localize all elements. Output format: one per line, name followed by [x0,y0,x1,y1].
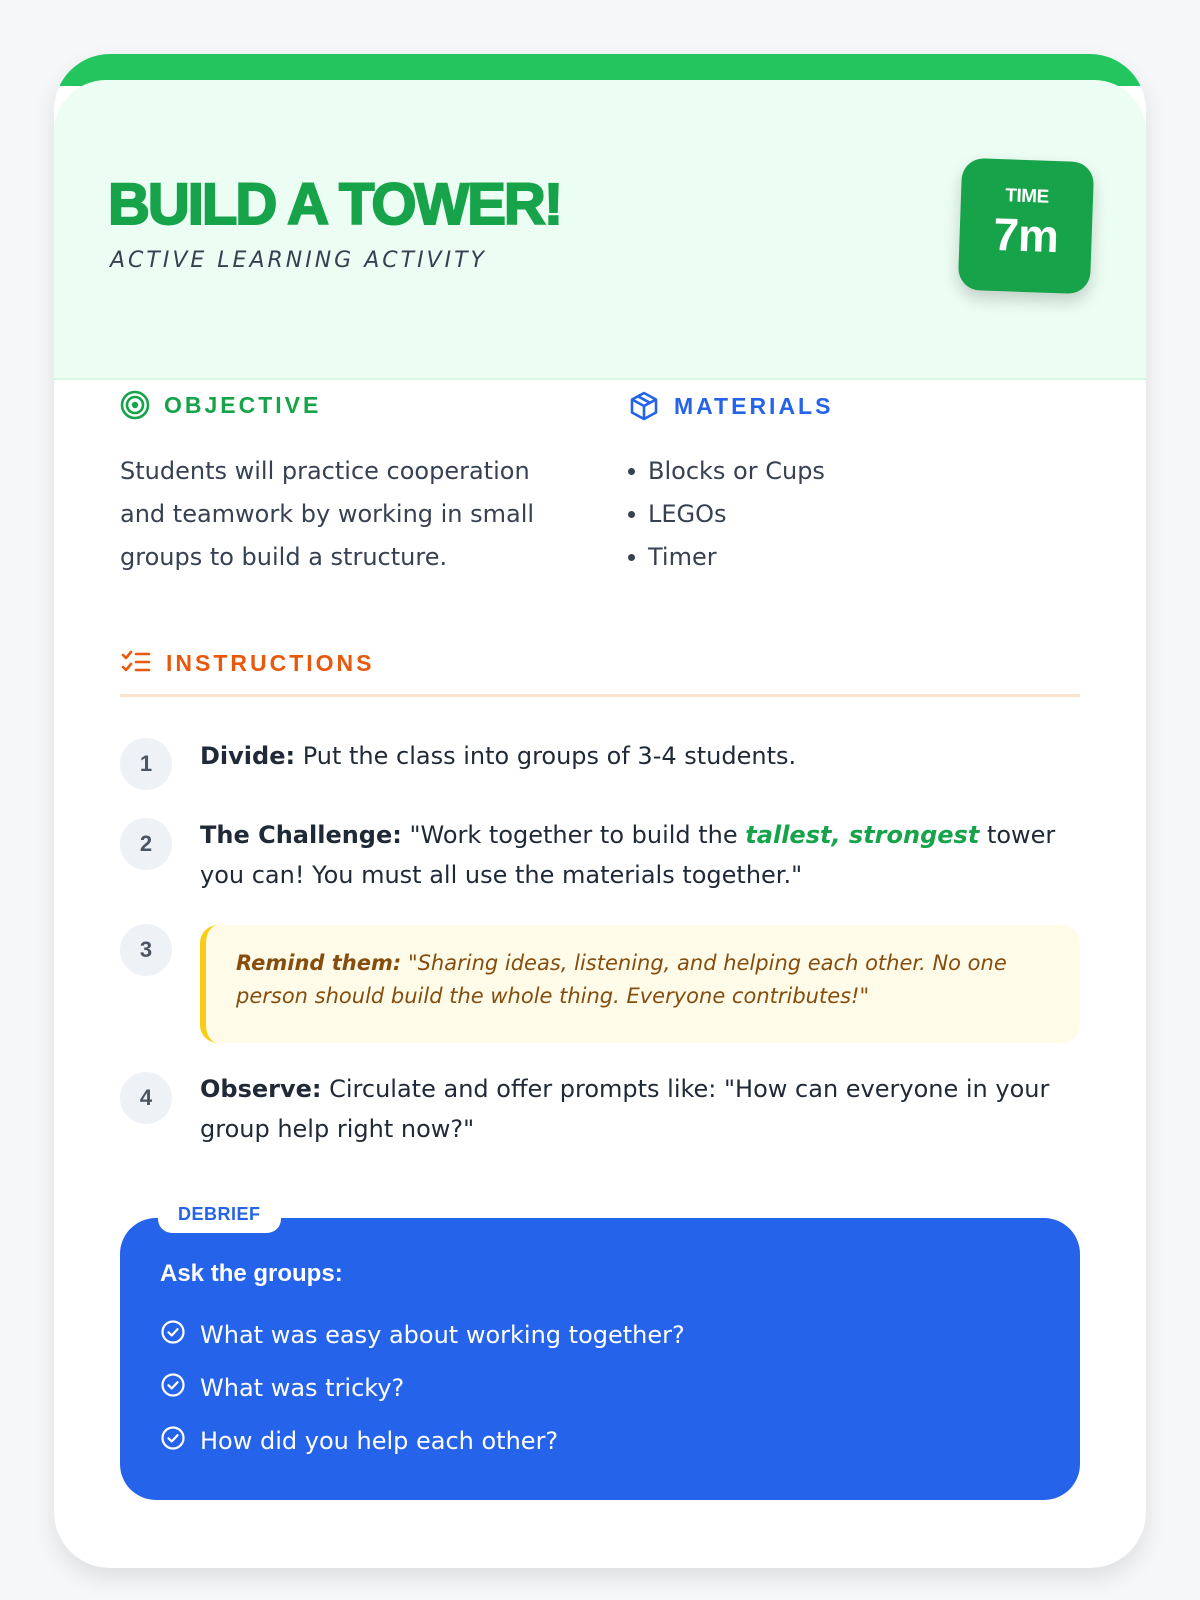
debrief-title: Ask the groups: [160,1260,343,1287]
list-item [160,1414,685,1467]
instructions-heading-label: INSTRUCTIONS [166,649,375,676]
step-number: 1 [120,738,172,790]
debrief-question: What was easy about working together? [200,1320,685,1349]
materials-list [648,450,825,579]
materials-heading-label: MATERIALS [674,392,834,419]
step-label: The Challenge: [200,821,402,849]
target-icon [120,390,150,420]
step-number: 2 [120,818,172,870]
material-label: LEGOs [648,500,727,528]
step-highlight: tallest, strongest [745,821,980,849]
activity-title: BUILD A TOWER! [108,172,562,237]
list-item [160,1308,685,1361]
list-item [160,1361,685,1414]
debrief-questions [160,1308,685,1467]
step-text [200,815,1060,895]
step-number: 3 [120,924,172,976]
materials-heading [628,390,833,422]
step-label: Divide: [200,742,296,770]
divider [120,694,1080,697]
time-value: 7m [992,207,1059,263]
reminder-callout [200,925,1080,1043]
activity-subtitle: ACTIVE LEARNING ACTIVITY [110,248,487,273]
step-number: 4 [120,1072,172,1124]
activity-card [54,54,1146,1568]
step-body: "Sharing ideas, listening, and helping each other. No one person should build the whole thing. Everyone contributes!" [236,951,1007,1008]
step-label: Observe: [200,1075,322,1103]
objective-heading [120,390,321,420]
bullet-icon [628,554,635,561]
check-circle-icon [160,1319,186,1351]
debrief-tag: DEBRIEF [158,1196,281,1233]
checklist-icon [120,648,152,678]
objective-heading-label: OBJECTIVE [164,391,322,418]
list-item [648,493,825,536]
check-circle-icon [160,1425,186,1457]
check-circle-icon [160,1372,186,1404]
step-label: Remind them: [236,951,402,975]
step-body: Circulate and offer prompts like: "How can everyone in your group help right now?" [200,1075,1050,1143]
objective-text: Students will practice cooperation and teamwork by working in small groups to build a structure. [120,457,535,571]
time-label: TIME [1004,185,1050,208]
bullet-icon [628,468,635,475]
debrief-panel [120,1204,1080,1500]
reminder-text [236,947,1056,1013]
material-label: Timer [648,543,717,571]
box-icon [628,390,660,422]
step-body: Put the class into groups of 3-4 students. [295,742,797,770]
bullet-icon [628,511,635,518]
debrief-question: What was tricky? [200,1373,405,1402]
instructions-heading [120,648,375,678]
step-text [200,736,1060,776]
card-header [54,80,1146,380]
debrief-question: How did you help each other? [200,1426,559,1455]
step-body: tower you can! You must all use the materials together." [200,821,1056,889]
list-item [648,450,825,493]
step-body: "Work together to build the [401,821,746,849]
list-item [648,536,825,579]
time-badge [958,158,1095,295]
material-label: Blocks or Cups [648,457,825,485]
step-text [200,1069,1060,1149]
